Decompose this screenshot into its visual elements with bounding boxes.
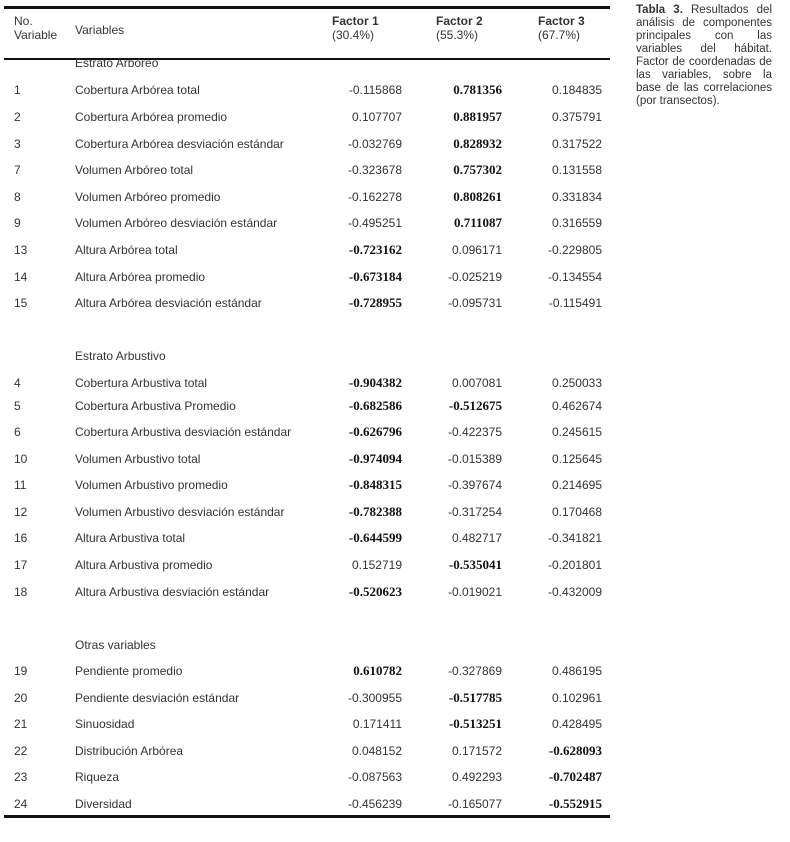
factor2-value: 0.171572: [451, 744, 502, 758]
factor3-value: 0.317522: [551, 137, 602, 151]
table-row: [4, 742, 610, 760]
section-title: Estrato Arbóreo: [75, 56, 159, 70]
factor3-value: 0.125645: [551, 452, 602, 466]
factor3-value: 0.214695: [551, 478, 602, 492]
factor2-value: 0.096171: [451, 243, 502, 257]
factor2-value: 0.492293: [451, 770, 502, 784]
factor3-value: 0.184835: [551, 83, 602, 97]
variable-number: 2: [14, 110, 21, 124]
variable-number: 7: [14, 163, 21, 177]
table-bottom-rule: [4, 815, 610, 818]
variable-number: 22: [14, 744, 28, 758]
header-factor2: [436, 14, 483, 42]
factor1-value: -0.087563: [347, 770, 402, 784]
factor1-value: 0.048152: [351, 744, 402, 758]
factor1-value: -0.495251: [347, 216, 402, 230]
factor1-value: -0.644599: [348, 530, 402, 545]
factor2-value: 0.828932: [453, 136, 502, 151]
header-factor3-label: Factor 3: [538, 14, 585, 28]
section-title: Otras variables: [75, 638, 156, 652]
variable-number: 11: [14, 478, 27, 492]
variable-number: 9: [14, 216, 21, 230]
header-factor3-pct: (67.7%): [538, 28, 581, 42]
factor1-value: -0.682586: [348, 398, 402, 413]
variable-name: Pendiente promedio: [75, 664, 183, 678]
factor3-value: 0.375791: [551, 110, 602, 124]
caption-text: Resultados del análisis de componentes principales con las variables del hábitat. Factor de coordenadas de las variables, sobre la base de las correlaciones (por transectos).: [636, 4, 772, 107]
variable-number: 3: [14, 137, 21, 151]
variable-name: Cobertura Arbustiva desviación estándar: [75, 425, 292, 439]
variable-name: Cobertura Arbórea desviación estándar: [75, 137, 284, 151]
factor2-value: 0.007081: [451, 376, 502, 390]
factor3-value: 0.131558: [551, 163, 602, 177]
factor2-value: -0.422375: [447, 425, 502, 439]
factor2-value: -0.535041: [448, 557, 502, 572]
table-row: [4, 397, 610, 415]
variable-number: 16: [14, 531, 28, 545]
variable-number: 20: [14, 691, 28, 705]
factor2-value: -0.513251: [448, 716, 502, 731]
variable-number: 1: [14, 83, 21, 97]
factor1-value: -0.162278: [347, 190, 402, 204]
table-row: [4, 268, 610, 286]
factor2-value: 0.757302: [453, 162, 502, 177]
table-row: [4, 715, 610, 733]
factor1-value: -0.115868: [348, 83, 402, 97]
table-row: [4, 476, 610, 494]
factor3-value: 0.250033: [551, 376, 602, 390]
factor1-value: -0.300955: [347, 691, 402, 705]
factor1-value: 0.610782: [353, 663, 402, 678]
header-no-line2: Variable: [14, 28, 58, 42]
header-no-variable: [14, 14, 57, 42]
factor1-value: 0.107707: [351, 110, 402, 124]
variable-number: 24: [14, 797, 28, 811]
table-row: [4, 374, 610, 392]
variable-number: 21: [14, 717, 28, 731]
variable-name: Volumen Arbustivo total: [75, 452, 201, 466]
factor1-value: -0.723162: [348, 242, 402, 257]
factor1-value: -0.728955: [348, 295, 402, 310]
variable-number: 10: [14, 452, 28, 466]
variable-name: Altura Arbórea total: [75, 243, 178, 257]
variable-number: 12: [14, 505, 28, 519]
factor3-value: 0.428495: [551, 717, 602, 731]
factor3-value: -0.552915: [548, 796, 602, 811]
header-factor1-pct: (30.4%): [332, 28, 375, 42]
factor1-value: -0.520623: [348, 584, 402, 599]
factor1-value: -0.323678: [347, 163, 402, 177]
variable-number: 19: [14, 664, 28, 678]
table-row: [4, 583, 610, 601]
table-row: [4, 529, 610, 547]
factor3-value: -0.341821: [547, 531, 602, 545]
header-variables: Variables: [75, 23, 125, 37]
variable-name: Altura Arbustiva total: [75, 531, 186, 545]
header-factor3: [538, 14, 585, 42]
table-caption: [636, 4, 772, 108]
variable-name: Diversidad: [75, 797, 132, 811]
section-title: Estrato Arbustivo: [75, 349, 166, 363]
variable-number: 6: [14, 425, 21, 439]
variable-name: Altura Arbórea promedio: [75, 270, 206, 284]
variable-name: Sinuosidad: [75, 717, 135, 731]
table-row: [4, 81, 610, 99]
header-factor1: [332, 14, 379, 42]
factor3-value: 0.316559: [551, 216, 602, 230]
factor3-value: 0.102961: [551, 691, 602, 705]
table-row: [4, 135, 610, 153]
table-row: [4, 161, 610, 179]
factor2-value: 0.781356: [453, 82, 502, 97]
variable-name: Volumen Arbustivo desviación estándar: [75, 505, 285, 519]
factor2-value: -0.397674: [447, 478, 502, 492]
variable-name: Cobertura Arbórea promedio: [75, 110, 228, 124]
factor3-value: -0.229805: [547, 243, 602, 257]
factor1-value: -0.626796: [348, 424, 402, 439]
factor1-value: -0.456239: [347, 797, 402, 811]
factor1-value: 0.171411: [352, 717, 402, 731]
factor1-value: -0.848315: [348, 477, 402, 492]
factor1-value: -0.782388: [348, 504, 402, 519]
factor1-value: 0.152719: [351, 558, 402, 572]
factor3-value: 0.486195: [551, 664, 602, 678]
factor3-value: 0.462674: [551, 399, 602, 413]
factor3-value: -0.702487: [548, 769, 602, 784]
factor3-value: -0.432009: [547, 585, 602, 599]
table-row: [4, 294, 610, 312]
variable-name: Altura Arbórea desviación estándar: [75, 296, 262, 310]
variable-name: Volumen Arbóreo desviación estándar: [75, 216, 278, 230]
header-factor1-label: Factor 1: [332, 14, 379, 28]
variable-name: Volumen Arbóreo promedio: [75, 190, 221, 204]
factor2-value: 0.881957: [453, 109, 502, 124]
variable-number: 4: [14, 376, 21, 390]
table-row: [4, 689, 610, 707]
table-row: [4, 108, 610, 126]
factor2-value: -0.517785: [448, 690, 502, 705]
variable-name: Riqueza: [75, 770, 120, 784]
factor2-value: 0.482717: [451, 531, 502, 545]
variable-number: 18: [14, 585, 28, 599]
variable-number: 15: [14, 296, 28, 310]
factor2-value: 0.711087: [453, 215, 502, 230]
factor2-value: -0.327869: [447, 664, 502, 678]
variable-name: Altura Arbustiva promedio: [75, 558, 213, 572]
table-row: [4, 795, 610, 813]
table-row: [4, 188, 610, 206]
table-row: [4, 662, 610, 680]
variable-name: Volumen Arbustivo promedio: [75, 478, 228, 492]
factor2-value: -0.165077: [447, 797, 502, 811]
table-row: [4, 214, 610, 232]
variable-number: 13: [14, 243, 28, 257]
variable-name: Distribución Arbórea: [75, 744, 184, 758]
factor2-value: -0.015389: [447, 452, 502, 466]
variable-name: Cobertura Arbustiva Promedio: [75, 399, 236, 413]
factor2-value: -0.019021: [447, 585, 502, 599]
variable-number: 8: [14, 190, 21, 204]
factor2-value: 0.808261: [453, 189, 502, 204]
factor3-value: 0.170468: [551, 505, 602, 519]
factor2-value: -0.317254: [447, 505, 502, 519]
variable-number: 5: [14, 399, 21, 413]
variable-name: Cobertura Arbustiva total: [75, 376, 208, 390]
table-row: [4, 241, 610, 259]
factor3-value: -0.201801: [547, 558, 602, 572]
header-factor2-label: Factor 2: [436, 14, 483, 28]
variable-name: Cobertura Arbórea total: [75, 83, 200, 97]
table-row: [4, 768, 610, 786]
factor1-value: -0.904382: [348, 375, 402, 390]
caption-label: Tabla 3.: [636, 4, 683, 16]
factor3-value: 0.245615: [551, 425, 602, 439]
variable-name: Pendiente desviación estándar: [75, 691, 240, 705]
factor1-value: -0.974094: [348, 451, 402, 466]
factor2-value: -0.512675: [448, 398, 502, 413]
factor3-value: -0.628093: [548, 743, 602, 758]
factor1-value: -0.673184: [348, 269, 402, 284]
table-row: [4, 556, 610, 574]
factor1-value: -0.032769: [347, 137, 402, 151]
header-factor2-pct: (55.3%): [436, 28, 479, 42]
factor2-value: -0.095731: [447, 296, 502, 310]
factor3-value: 0.331834: [551, 190, 602, 204]
factor3-value: -0.134554: [547, 270, 602, 284]
factor3-value: -0.115491: [548, 296, 602, 310]
table-row: [4, 450, 610, 468]
table-row: [4, 503, 610, 521]
factor2-value: -0.025219: [447, 270, 502, 284]
variable-number: 23: [14, 770, 28, 784]
variable-number: 17: [14, 558, 28, 572]
header-no-line1: No.: [14, 14, 33, 28]
variable-name: Volumen Arbóreo total: [75, 163, 194, 177]
table-row: [4, 423, 610, 441]
variable-number: 14: [14, 270, 28, 284]
table-top-rule: [4, 6, 610, 9]
variable-name: Altura Arbustiva desviación estándar: [75, 585, 270, 599]
